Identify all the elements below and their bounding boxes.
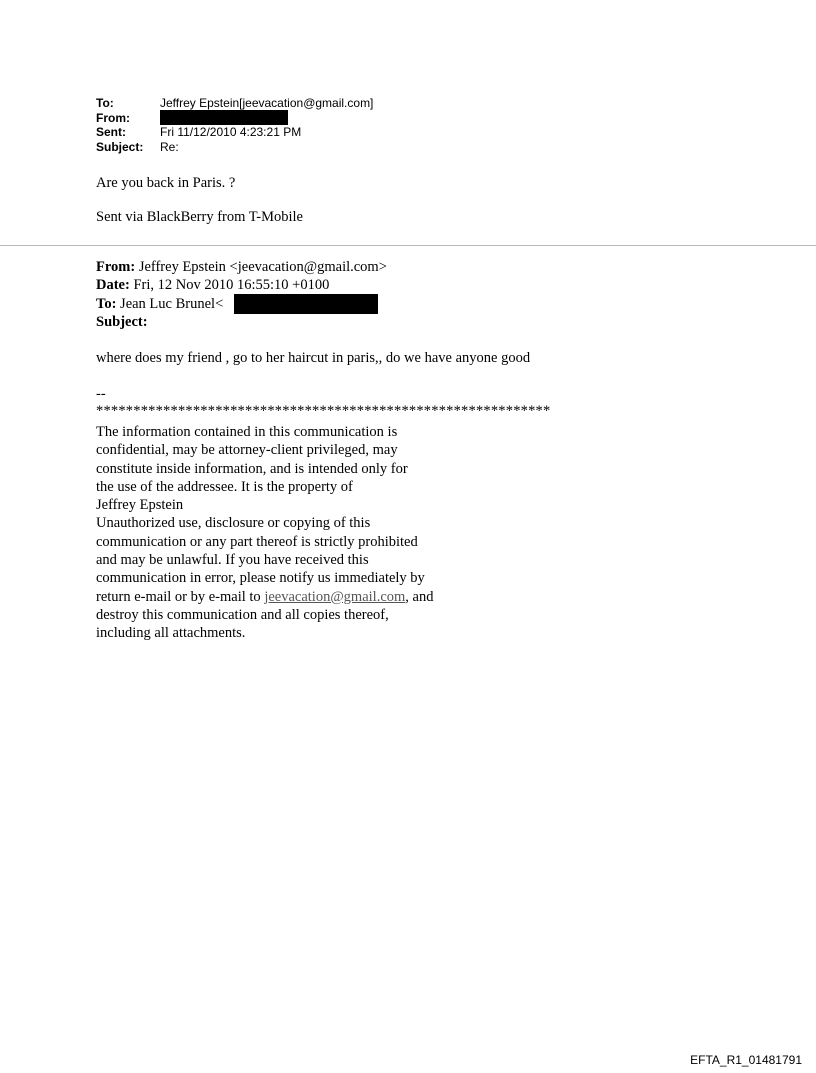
subject-value: Re: [160, 139, 179, 154]
disclaimer-line: communication in error, please notify us immediately by [96, 570, 425, 587]
sent-row [96, 125, 373, 140]
quoted-to-value: Jean Luc Brunel< [120, 295, 224, 312]
sent-label: Sent: [96, 125, 126, 139]
quoted-to-label: To: [96, 295, 117, 312]
return-suffix: , and [405, 588, 434, 605]
quoted-from-row [96, 258, 387, 276]
from-label: From: [96, 110, 130, 125]
redaction-bar-to [234, 294, 378, 314]
quoted-date-label: Date: [96, 277, 130, 294]
quoted-from-value: Jeffrey Epstein <jeevacation@gmail.com> [138, 259, 387, 275]
to-value: Jeffrey Epstein[jeevacation@gmail.com] [160, 96, 374, 110]
reply-signature: Sent via BlackBerry from T-Mobile [96, 209, 303, 225]
separator-line [0, 245, 816, 246]
disclaimer-line: Jeffrey Epstein [96, 497, 184, 514]
to-row [96, 96, 373, 111]
disclaimer-line: the use of the addressee. It is the property of [96, 478, 353, 495]
disclaimer-line: and may be unlawful. If you have received this [96, 552, 369, 569]
quoted-subject-label: Subject: [96, 313, 148, 330]
disclaimer-line: Unauthorized use, disclosure or copying of this [96, 515, 371, 532]
redaction-bar-from [160, 110, 288, 125]
quoted-body: where does my friend , go to her haircut in paris,, do we have anyone good [96, 350, 531, 366]
to-label: To: [96, 96, 114, 110]
subject-label: Subject: [96, 139, 144, 154]
subject-row [96, 140, 373, 155]
quoted-date-row [96, 276, 387, 294]
email-header [96, 96, 373, 154]
disclaimer-line: The information contained in this communication is [96, 424, 398, 440]
asterisk-divider: ************************************************************* [96, 403, 551, 419]
quoted-subject-row [96, 313, 387, 331]
disclaimer-line: destroy this communication and all copies thereof, [96, 606, 389, 623]
disclaimer-line: confidential, may be attorney-client privileged, may [96, 442, 398, 459]
confidentiality-disclaimer [96, 423, 433, 643]
sent-value: Fri 11/12/2010 4:23:21 PM [160, 125, 302, 139]
return-prefix: return e-mail or by e-mail to [96, 588, 265, 605]
signature-dashes: -- [96, 386, 106, 402]
quoted-date-value: Fri, 12 Nov 2010 16:55:10 +0100 [133, 277, 330, 294]
quoted-from-label: From: [96, 259, 136, 275]
disclaimer-line: communication or any part thereof is strictly prohibited [96, 533, 418, 550]
document-id: EFTA_R1_01481791 [690, 1053, 802, 1067]
reply-body: Are you back in Paris. ? [96, 175, 236, 191]
disclaimer-line: including all attachments. [96, 625, 246, 642]
email-link[interactable]: jeevacation@gmail.com [264, 588, 406, 605]
disclaimer-line: constitute inside information, and is intended only for [96, 460, 408, 477]
disclaimer-line-return [96, 588, 433, 606]
